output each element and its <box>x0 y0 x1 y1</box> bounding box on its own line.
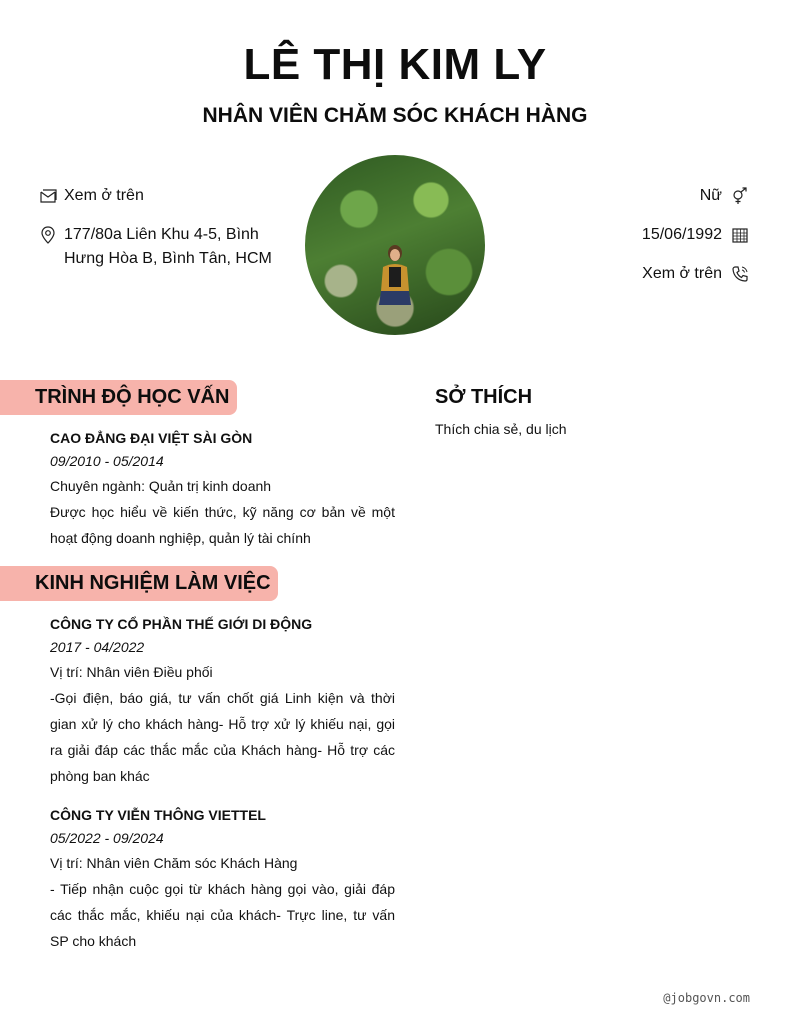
mail-icon <box>38 186 58 206</box>
education-major: Chuyên ngành: Quản trị kinh doanh <box>50 478 272 494</box>
experience-period-1: 2017 - 04/2022 <box>50 639 145 655</box>
experience-description-2: - Tiếp nhận cuộc gọi từ khách hàng gọi vào, giải đáp các thắc mắc, khiếu nại của khách- Trực line, tư vấn SP cho khách <box>50 881 395 949</box>
hobbies-text: Thích chia sẻ, du lịch <box>435 421 567 437</box>
phone-value: Xem ở trên <box>642 265 722 282</box>
gender-icon <box>730 186 750 206</box>
education-school: CAO ĐẲNG ĐẠI VIỆT SÀI GÒN <box>50 430 253 446</box>
experience-role-1: Vị trí: Nhân viên Điều phối <box>50 664 213 680</box>
contact-gender <box>550 184 750 208</box>
experience-description-1: -Gọi điện, báo giá, tư vấn chốt giá Linh kiện và thời gian xử lý cho khách hàng- Hỗ trợ xử lý khiếu nại, gọi ra giải đáp các thắc mắc của Khách hàng- Hỗ trợ các phòng ban khác <box>50 690 395 784</box>
candidate-name: LÊ THỊ KIM LY <box>243 40 547 89</box>
experience-company-2: CÔNG TY VIỄN THÔNG VIETTEL <box>50 807 266 823</box>
contact-email <box>38 184 288 208</box>
job-title: NHÂN VIÊN CHĂM SÓC KHÁCH HÀNG <box>202 104 588 127</box>
location-pin-icon <box>38 225 58 245</box>
email-value: Xem ở trên <box>64 187 144 204</box>
education-section-title: TRÌNH ĐỘ HỌC VẤN <box>0 380 237 415</box>
profile-photo <box>305 155 485 335</box>
contact-address <box>38 223 278 271</box>
experience-period-2: 05/2022 - 09/2024 <box>50 830 164 846</box>
birthdate-value: 15/06/1992 <box>641 226 722 243</box>
education-period: 09/2010 - 05/2014 <box>50 453 164 469</box>
contact-phone <box>550 262 750 286</box>
experience-company-1: CÔNG TY CỔ PHẦN THẾ GIỚI DI ĐỘNG <box>50 616 313 632</box>
person-figure <box>375 243 415 313</box>
watermark: @jobgovn.com <box>663 991 750 1005</box>
gender-value: Nữ <box>699 187 722 204</box>
contact-birthdate <box>550 223 750 247</box>
phone-icon <box>730 264 750 284</box>
address-value: 177/80a Liên Khu 4-5, Bình Hưng Hòa B, Bình Tân, HCM <box>64 226 272 267</box>
experience-role-2: Vị trí: Nhân viên Chăm sóc Khách Hàng <box>50 855 298 871</box>
experience-section-title: KINH NGHIỆM LÀM VIỆC <box>0 566 278 601</box>
education-description: Được học hiểu về kiến thức, kỹ năng cơ bản về một hoạt động doanh nghiệp, quản lý tài chính <box>50 504 395 546</box>
hobbies-section-title: SỞ THÍCH <box>435 386 533 408</box>
calendar-icon <box>730 225 750 245</box>
